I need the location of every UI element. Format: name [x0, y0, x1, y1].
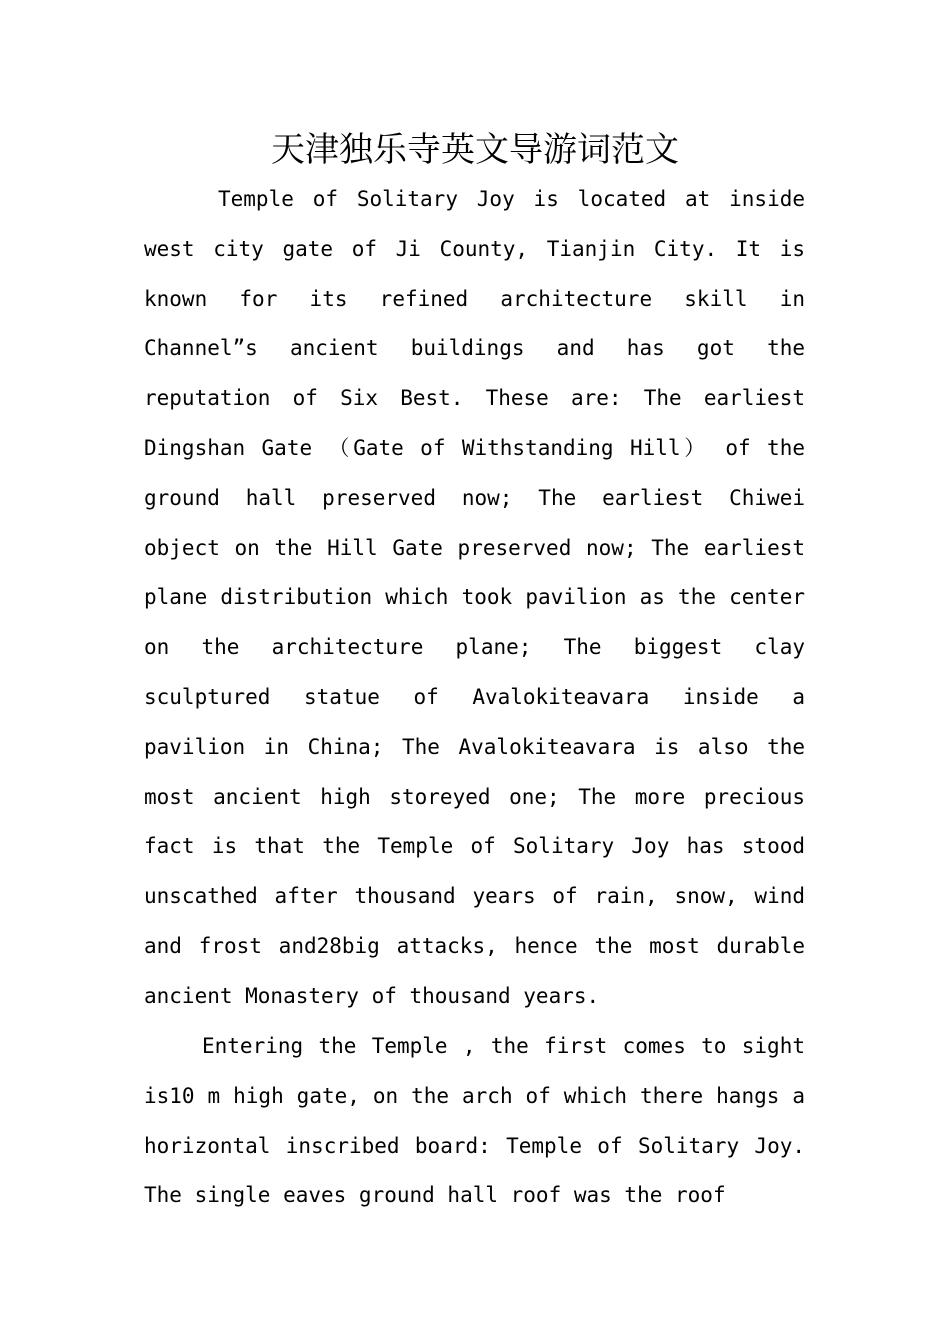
- paragraph-2: Entering the Temple , the first comes to sight is10 m high gate, on the arch of which there hangs a horizontal inscribed board: Temple of Solitary Joy. The single eaves ground hall roof was the roof: [144, 1034, 805, 1208]
- paragraph-1: Temple of Solitary Joy is located at inside west city gate of Ji County, Tianjin City. It is known for its refined architecture skill in Channel”s ancient buildings and has got the reputation of Six Best. These are: The earliest Dingshan Gate （Gate of Withstanding Hill） of the ground hall preserved now; The earliest Chiwei object on the Hill Gate preserved now; The earliest plane distribution which took pavilion as the center on the architecture plane; The biggest clay sculptured statue of Avalokiteavara inside a pavilion in China; The Avalokiteavara is also the most ancient high storeyed one; The more precious fact is that the Temple of Solitary Joy has stood unscathed after thousand years of rain, snow, wind and frost and28big attacks, hence the most durable ancient Monastery of thousand years.: [144, 187, 805, 1008]
- document-title: 天津独乐寺英文导游词范文: [271, 130, 679, 170]
